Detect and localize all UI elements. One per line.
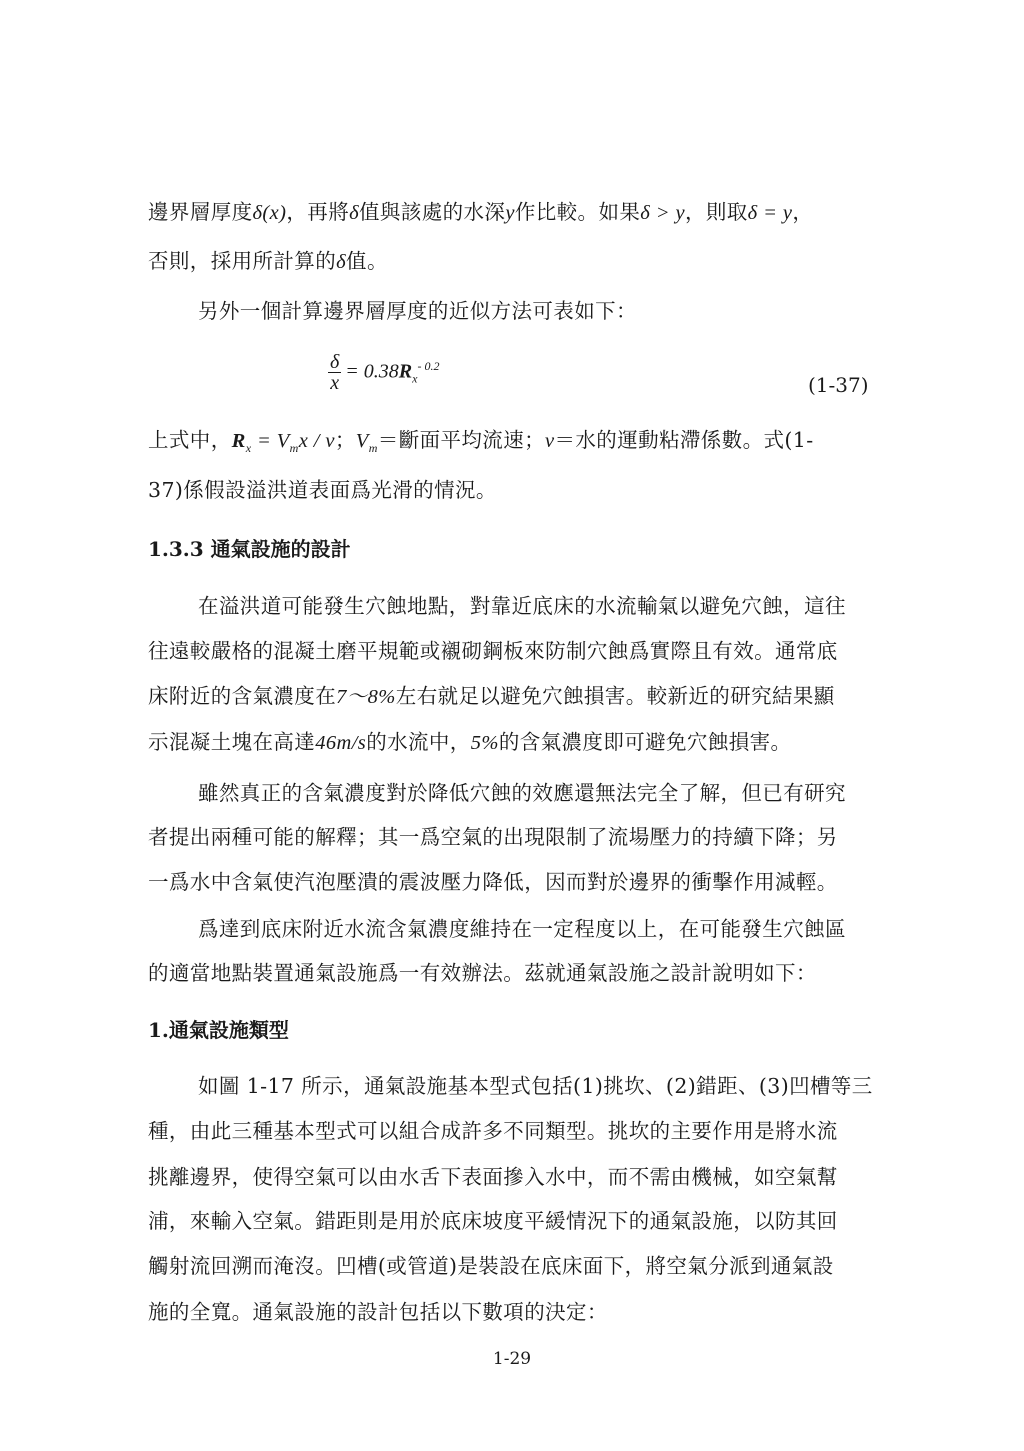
mechanism-line-1: 雖然真正的含氣濃度對於降低穴蝕的效應還無法完全了解，但已有研究 <box>198 781 846 805</box>
math-vm: V <box>355 430 369 452</box>
aeration-line-3 <box>148 681 918 712</box>
types-line-3: 挑離邊界，使得空氣可以由水舌下表面摻入水中，而不需由機械，如空氣幫 <box>148 1165 838 1189</box>
page-number: 1-29 <box>492 1349 532 1369</box>
text-span: 值與該處的水深 <box>359 200 506 224</box>
text-span: 示混凝土塊在高達 <box>148 730 316 754</box>
math-assignment: δ = y <box>747 202 793 224</box>
math-delta-x: δ(x) <box>252 202 287 224</box>
types-line-1: 如圖 1-17 所示，通氣設施基本型式包括(1)挑坎、(2)錯距、(3)凹槽等三 <box>198 1074 873 1098</box>
intro-line-2 <box>148 246 918 277</box>
text-span: 床附近的含氣濃度在 <box>148 684 337 708</box>
math-subscript: m <box>289 441 299 456</box>
equation-coefficient: = 0.38 <box>345 360 399 383</box>
equation-reynolds: R <box>398 360 413 383</box>
flow-speed: 46m/s <box>315 732 367 754</box>
math-rx: R <box>231 430 246 452</box>
text-span: ； <box>334 428 356 452</box>
text-span: 值。 <box>346 249 388 273</box>
math-subscript: x <box>245 441 252 456</box>
fraction-numerator: δ <box>330 351 340 373</box>
text-span: ＝水的運動粘滯係數。式(1- <box>554 428 814 452</box>
text-span: ，則取 <box>684 200 748 224</box>
types-line-2: 種，由此三種基本型式可以組合成許多不同類型。挑坎的主要作用是將水流 <box>148 1119 838 1143</box>
section-heading: 1.3.3 通氣設施的設計 <box>148 537 351 561</box>
alt-method-line: 另外一個計算邊界層厚度的近似方法可表如下： <box>198 299 637 323</box>
text-span: 否則，採用所計算的 <box>148 249 337 273</box>
math-definition: = V <box>256 430 290 452</box>
aeration-line-4 <box>148 727 918 758</box>
fraction-denominator: x <box>330 372 340 394</box>
text-span: ，再將 <box>286 200 350 224</box>
aeration-line-1: 在溢洪道可能發生穴蝕地點，對靠近底床的水流輸氣以避免穴蝕，這往 <box>198 594 846 618</box>
where-line-2: 37)係假設溢洪道表面爲光滑的情況。 <box>148 478 497 502</box>
equation-rhs <box>345 359 439 387</box>
concentration-range: 7～8% <box>336 686 396 708</box>
mechanism-line-3: 一爲水中含氣使汽泡壓潰的震波壓力降低，因而對於邊界的衝擊作用減輕。 <box>148 870 838 894</box>
text-span: 邊界層厚度 <box>148 200 253 224</box>
text-span: ， <box>792 200 814 224</box>
math-subscript: m <box>368 441 378 456</box>
where-line-1 <box>148 425 918 463</box>
math-delta: δ <box>349 202 360 224</box>
equation-subscript: x <box>412 371 418 386</box>
text-span: 作比較。如果 <box>514 200 641 224</box>
math-definition-tail: x / ν <box>298 430 335 452</box>
aeration-line-2: 往遠較嚴格的混凝土磨平規範或襯砌鋼板來防制穴蝕爲實際且有效。通常底 <box>148 639 838 663</box>
subsection-heading: 1.通氣設施類型 <box>148 1018 289 1042</box>
math-nu: ν <box>545 430 555 452</box>
types-line-6: 施的全寬。通氣設施的設計包括以下數項的決定： <box>148 1300 608 1324</box>
intro-line-1 <box>148 197 918 228</box>
goal-line-1: 爲達到底床附近水流含氣濃度維持在一定程度以上，在可能發生穴蝕區 <box>198 917 846 941</box>
math-delta: δ <box>336 251 347 273</box>
equation-fraction <box>328 352 341 393</box>
types-line-4: 浦，來輸入空氣。錯距則是用於底床坡度平緩情況下的通氣設施，以防其回 <box>148 1209 838 1233</box>
text-span: 的含氣濃度即可避免穴蝕損害。 <box>498 730 792 754</box>
equation-number: (1-37) <box>808 373 869 397</box>
mechanism-line-2: 者提出兩種可能的解釋；其一爲空氣的出現限制了流場壓力的持續下降；另 <box>148 825 838 849</box>
equation-exponent: - 0.2 <box>417 358 440 373</box>
text-span: 上式中， <box>148 428 232 452</box>
text-span: 左右就足以避免穴蝕損害。較新近的研究結果顯 <box>395 684 835 708</box>
concentration-percent: 5% <box>470 732 499 754</box>
math-y: y <box>505 202 515 224</box>
math-condition: δ > y <box>640 202 685 224</box>
types-line-5: 觸射流回溯而淹沒。凹槽(或管道)是裝設在底床面下，將空氣分派到通氣設 <box>148 1254 834 1278</box>
goal-line-2: 的適當地點裝置通氣設施爲一有效辦法。茲就通氣設施之設計說明如下： <box>148 961 817 985</box>
text-span: 的水流中， <box>366 730 471 754</box>
text-span: ＝斷面平均流速； <box>377 428 545 452</box>
equation-1-37 <box>328 352 439 396</box>
